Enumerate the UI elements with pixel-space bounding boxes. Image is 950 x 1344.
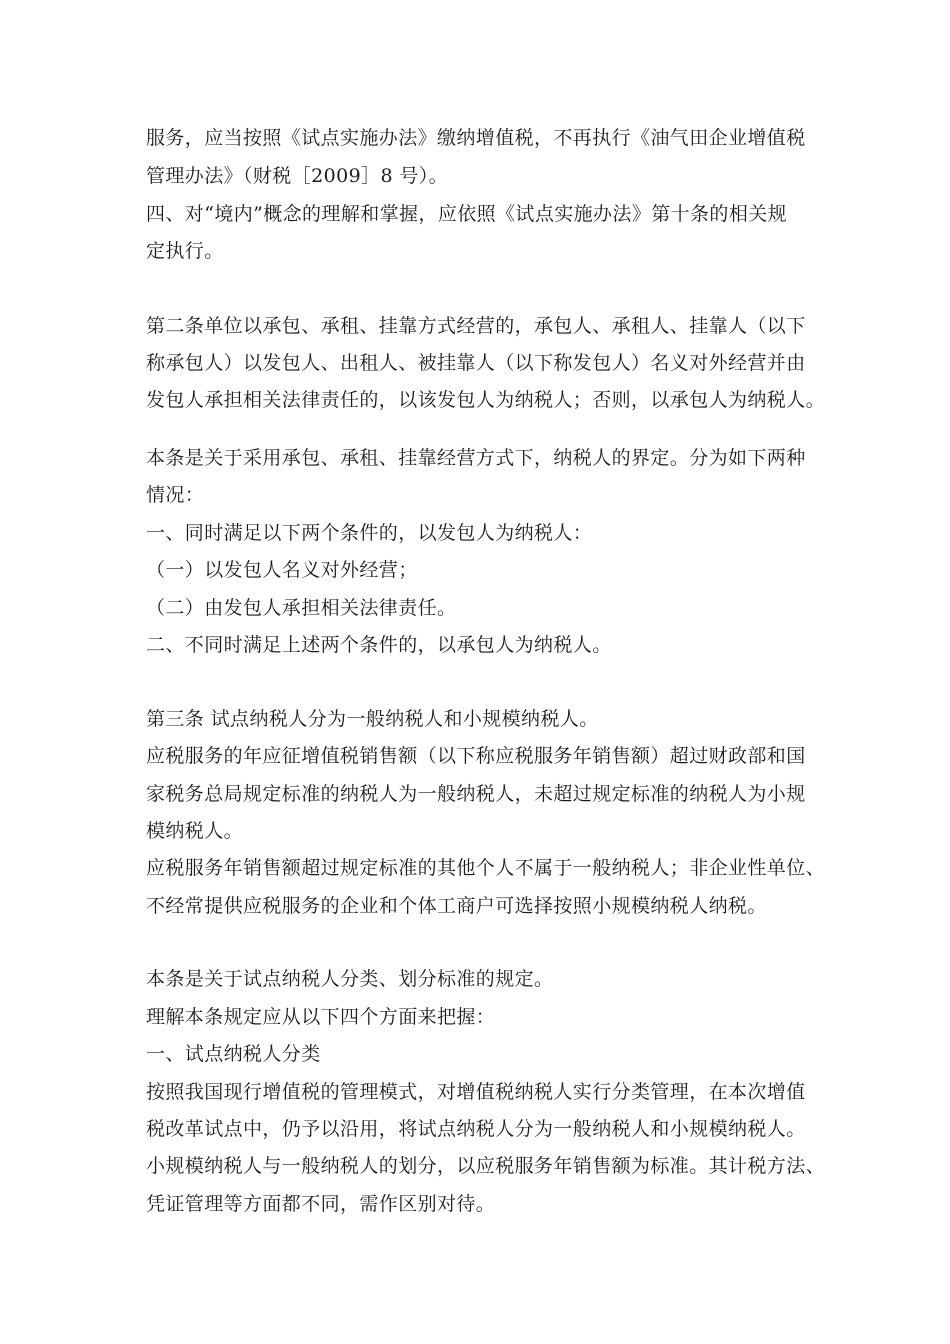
text-line: 情况：	[146, 484, 205, 506]
text-line: 税改革试点中，仍予以沿用，将试点纳税人分为一般纳税人和小规模纳税人。	[146, 1118, 806, 1140]
text-line: （一）以发包人名义对外经营；	[146, 559, 418, 581]
text-line: 按照我国现行增值税的管理模式，对增值税纳税人实行分类管理，在本次增值	[146, 1081, 806, 1103]
text-line: 理解本条规定应从以下四个方面来把握：	[146, 1006, 496, 1028]
text-line: 本条是关于采用承包、承租、挂靠经营方式下，纳税人的界定。分为如下两种	[146, 447, 806, 469]
text-line: 第三条 试点纳税人分为一般纳税人和小规模纳税人。	[146, 708, 599, 730]
text-line: 称承包人）以发包人、出租人、被挂靠人（以下称发包人）名义对外经营并由	[146, 352, 806, 374]
text-line: 第二条单位以承包、承租、挂靠方式经营的，承包人、承租人、挂靠人（以下	[146, 315, 806, 337]
text-line: 家税务总局规定标准的纳税人为一般纳税人，未超过规定标准的纳税人为小规	[146, 783, 806, 805]
text-line: 定执行。	[146, 240, 224, 262]
text-line: 凭证管理等方面都不同，需作区别对待。	[146, 1193, 496, 1215]
text-line: 不经常提供应税服务的企业和个体工商户可选择按照小规模纳税人纳税。	[146, 895, 767, 917]
text-line: 服务，应当按照《试点实施办法》缴纳增值税，不再执行《油气田企业增值税	[146, 127, 806, 149]
text-line: 应税服务的年应征增值税销售额（以下称应税服务年销售额）超过财政部和国	[146, 745, 806, 767]
text-line: （二）由发包人承担相关法律责任。	[146, 597, 457, 619]
text-line: 模纳税人。	[146, 820, 244, 842]
text-line: 小规模纳税人与一般纳税人的划分，以应税服务年销售额为标准。其计税方法、	[146, 1155, 826, 1177]
text-line: 四、对“境内”概念的理解和掌握，应依照《试点实施办法》第十条的相关规	[146, 203, 788, 225]
text-line: 发包人承担相关法律责任的，以该发包人为纳税人；否则，以承包人为纳税人。	[146, 389, 826, 411]
text-line: 一、试点纳税人分类	[146, 1043, 321, 1065]
text-line: 管理办法》（财税［2009］8 号）。	[146, 165, 449, 187]
text-line: 二、不同时满足上述两个条件的，以承包人为纳税人。	[146, 634, 612, 656]
text-line: 一、同时满足以下两个条件的，以发包人为纳税人：	[146, 522, 593, 544]
text-line: 本条是关于试点纳税人分类、划分标准的规定。	[146, 968, 554, 990]
text-line: 应税服务年销售额超过规定标准的其他个人不属于一般纳税人；非企业性单位、	[146, 857, 826, 879]
